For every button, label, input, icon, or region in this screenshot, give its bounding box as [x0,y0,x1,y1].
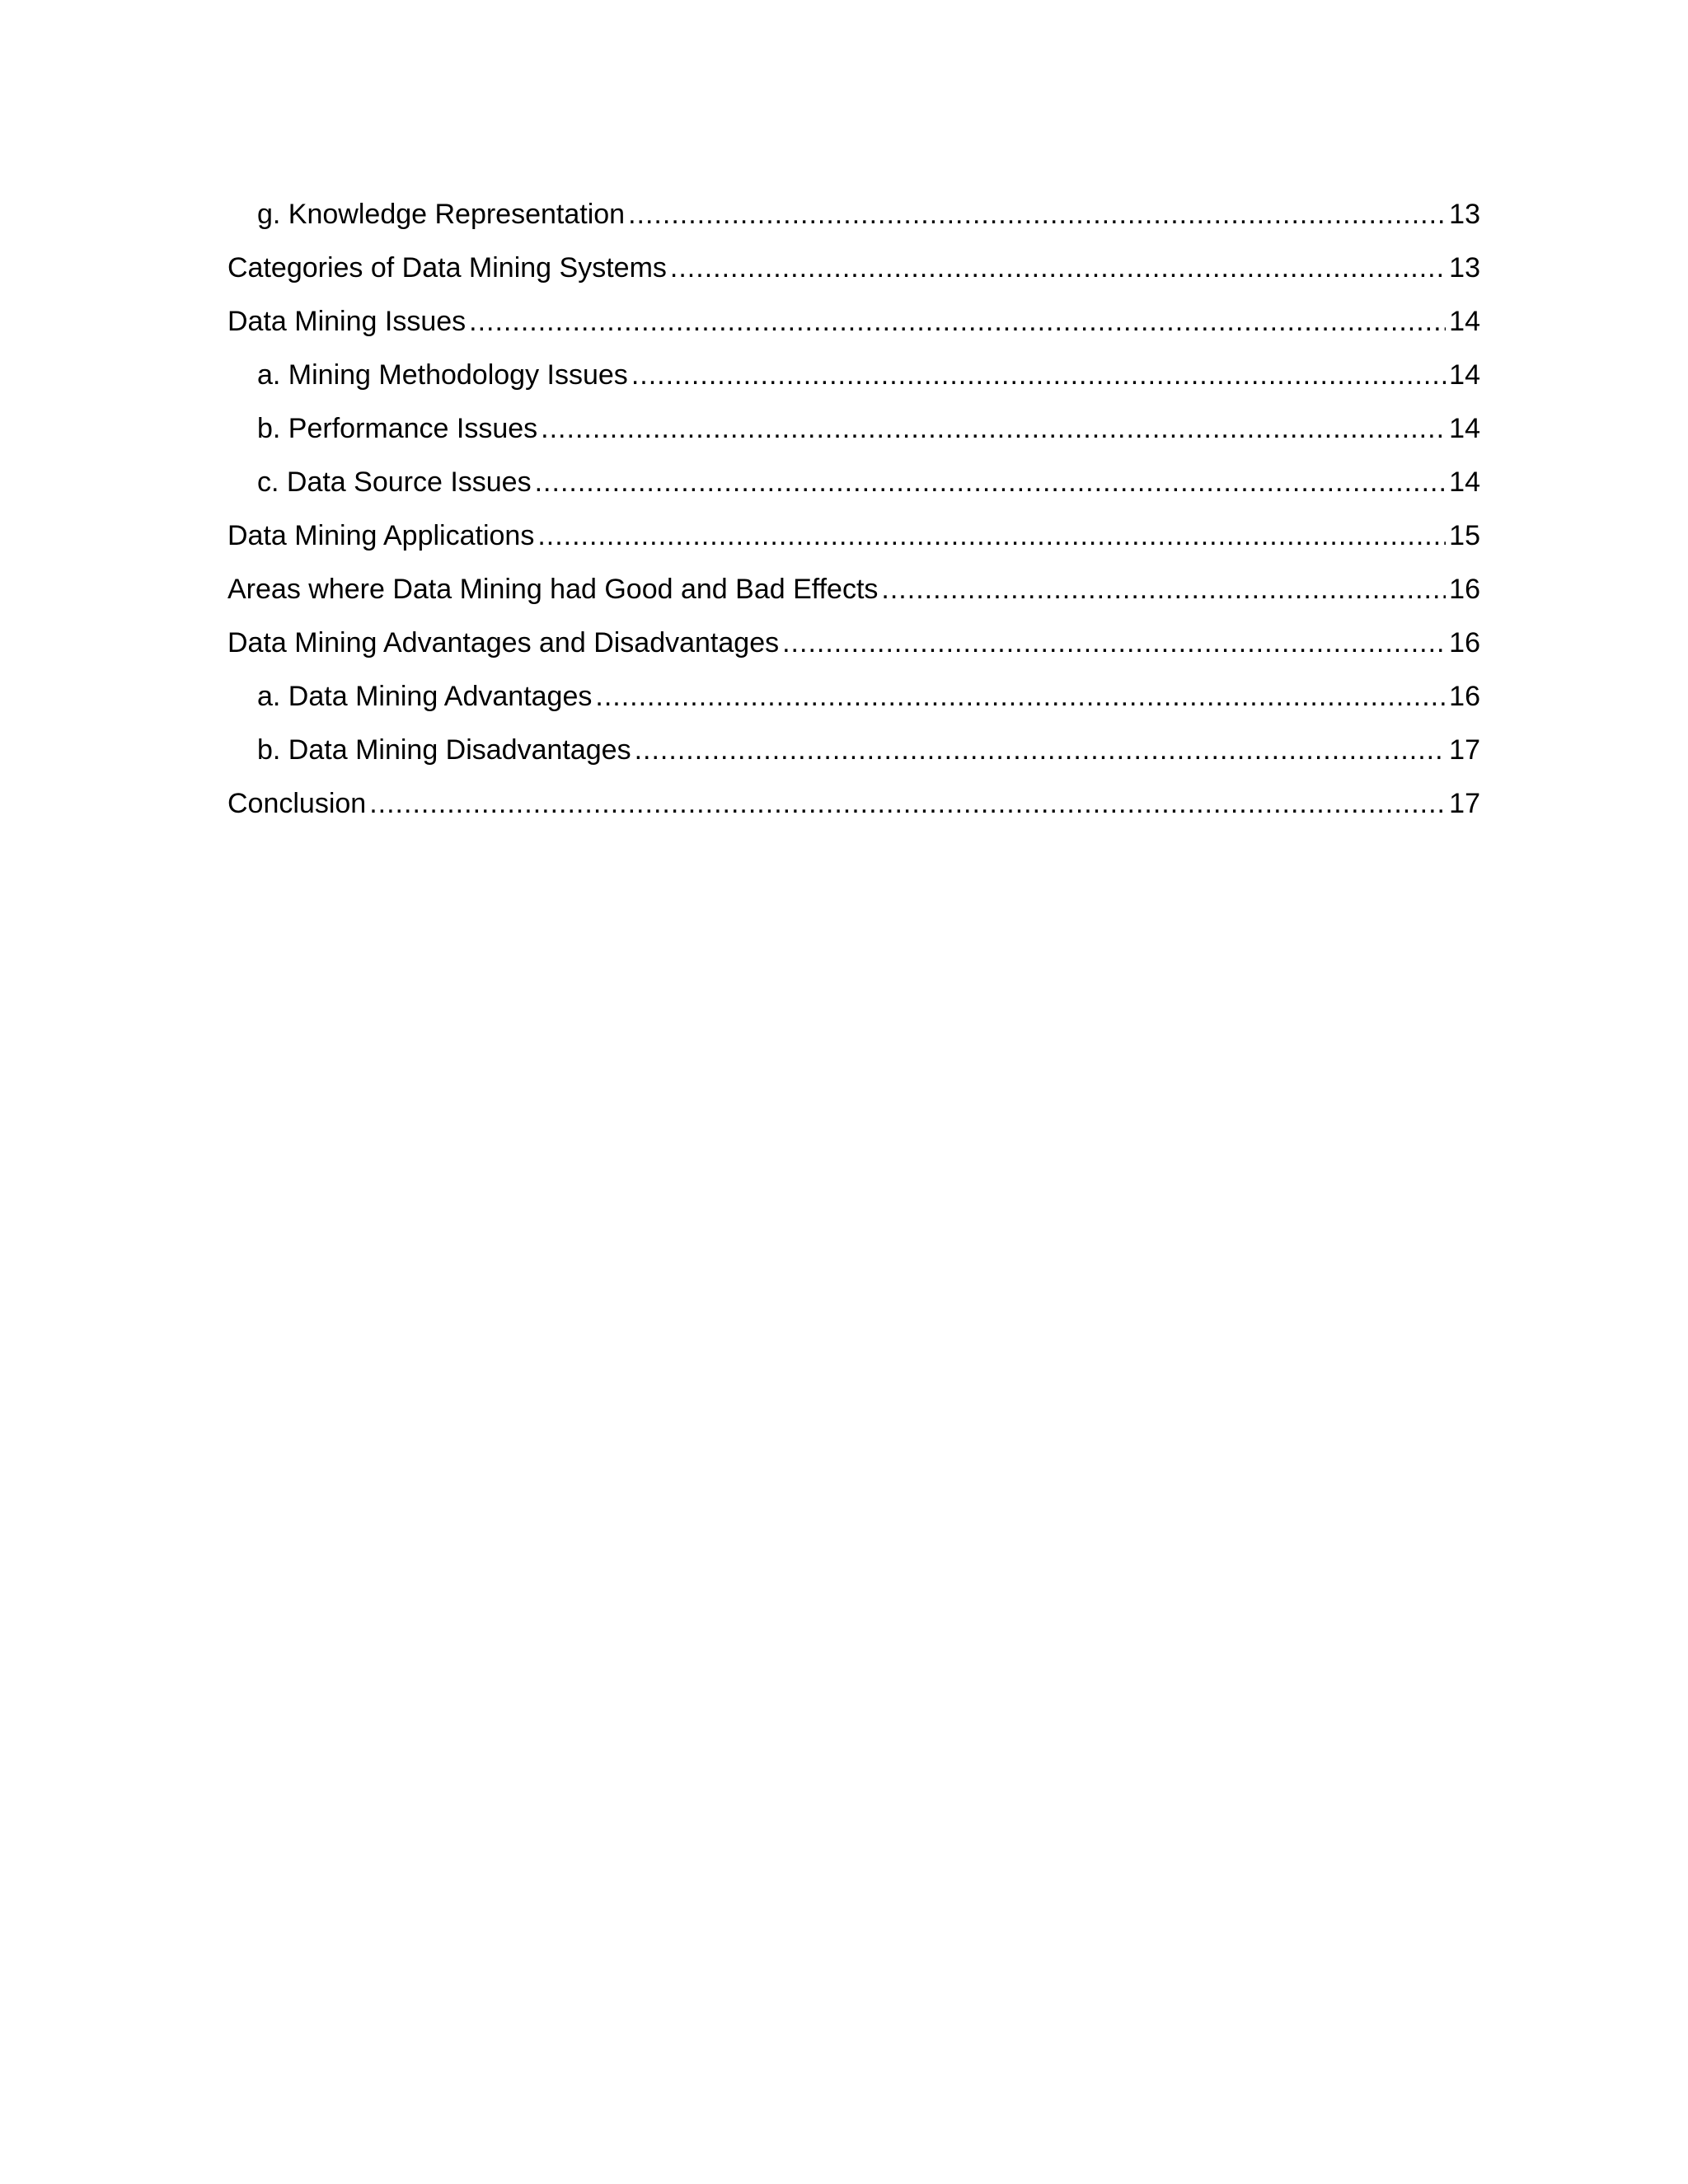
toc-entry-title: Data Mining Advantages and Disadvantages [227,627,780,658]
dot-leader [628,198,1446,231]
toc-entry-conclusion[interactable] [227,787,1480,841]
toc-entry-page-number: 15 [1449,520,1480,551]
toc-entry-knowledge-representation[interactable] [227,198,1480,251]
toc-entry-title: b. Performance Issues [257,413,538,444]
toc-entry-page-number: 14 [1449,466,1480,498]
dot-leader [881,573,1446,606]
dot-leader [595,680,1446,713]
toc-entry-title: a. Data Mining Advantages [257,681,593,712]
dot-leader [541,412,1446,445]
dot-leader [670,251,1446,284]
toc-entry-title: Data Mining Issues [227,306,467,337]
dot-leader [535,466,1447,499]
dot-leader [782,626,1446,659]
toc-entry-title: b. Data Mining Disadvantages [257,734,631,766]
toc-entry-page-number: 17 [1449,788,1480,819]
table-of-contents [227,198,1480,841]
toc-entry-page-number: 14 [1449,359,1480,391]
toc-entry-data-source-issues[interactable] [227,466,1480,519]
toc-entry-data-mining-issues[interactable] [227,305,1480,359]
toc-entry-page-number: 17 [1449,734,1480,766]
toc-entry-page-number: 13 [1449,199,1480,230]
toc-entry-good-and-bad-effects[interactable] [227,573,1480,626]
toc-entry-mining-methodology-issues[interactable] [227,359,1480,412]
toc-entry-data-mining-advantages[interactable] [227,680,1480,733]
toc-entry-title: Conclusion [227,788,367,819]
toc-entry-categories-of-data-mining-systems[interactable] [227,251,1480,305]
toc-entry-page-number: 14 [1449,306,1480,337]
toc-entry-performance-issues[interactable] [227,412,1480,466]
dot-leader [537,519,1446,552]
dot-leader [469,305,1446,338]
toc-entry-data-mining-applications[interactable] [227,519,1480,573]
toc-entry-title: Data Mining Applications [227,520,535,551]
toc-entry-advantages-and-disadvantages[interactable] [227,626,1480,680]
toc-entry-page-number: 13 [1449,252,1480,284]
toc-entry-title: c. Data Source Issues [257,466,532,498]
toc-entry-title: g. Knowledge Representation [257,199,626,230]
toc-entry-title: Categories of Data Mining Systems [227,252,667,284]
toc-entry-title: Areas where Data Mining had Good and Bad Effects [227,574,879,605]
toc-entry-page-number: 16 [1449,574,1480,605]
toc-entry-title: a. Mining Methodology Issues [257,359,628,391]
toc-entry-page-number: 14 [1449,413,1480,444]
toc-entry-data-mining-disadvantages[interactable] [227,733,1480,787]
toc-entry-page-number: 16 [1449,627,1480,658]
dot-leader [369,787,1446,820]
toc-entry-page-number: 16 [1449,681,1480,712]
dot-leader [635,733,1447,766]
dot-leader [631,359,1446,391]
